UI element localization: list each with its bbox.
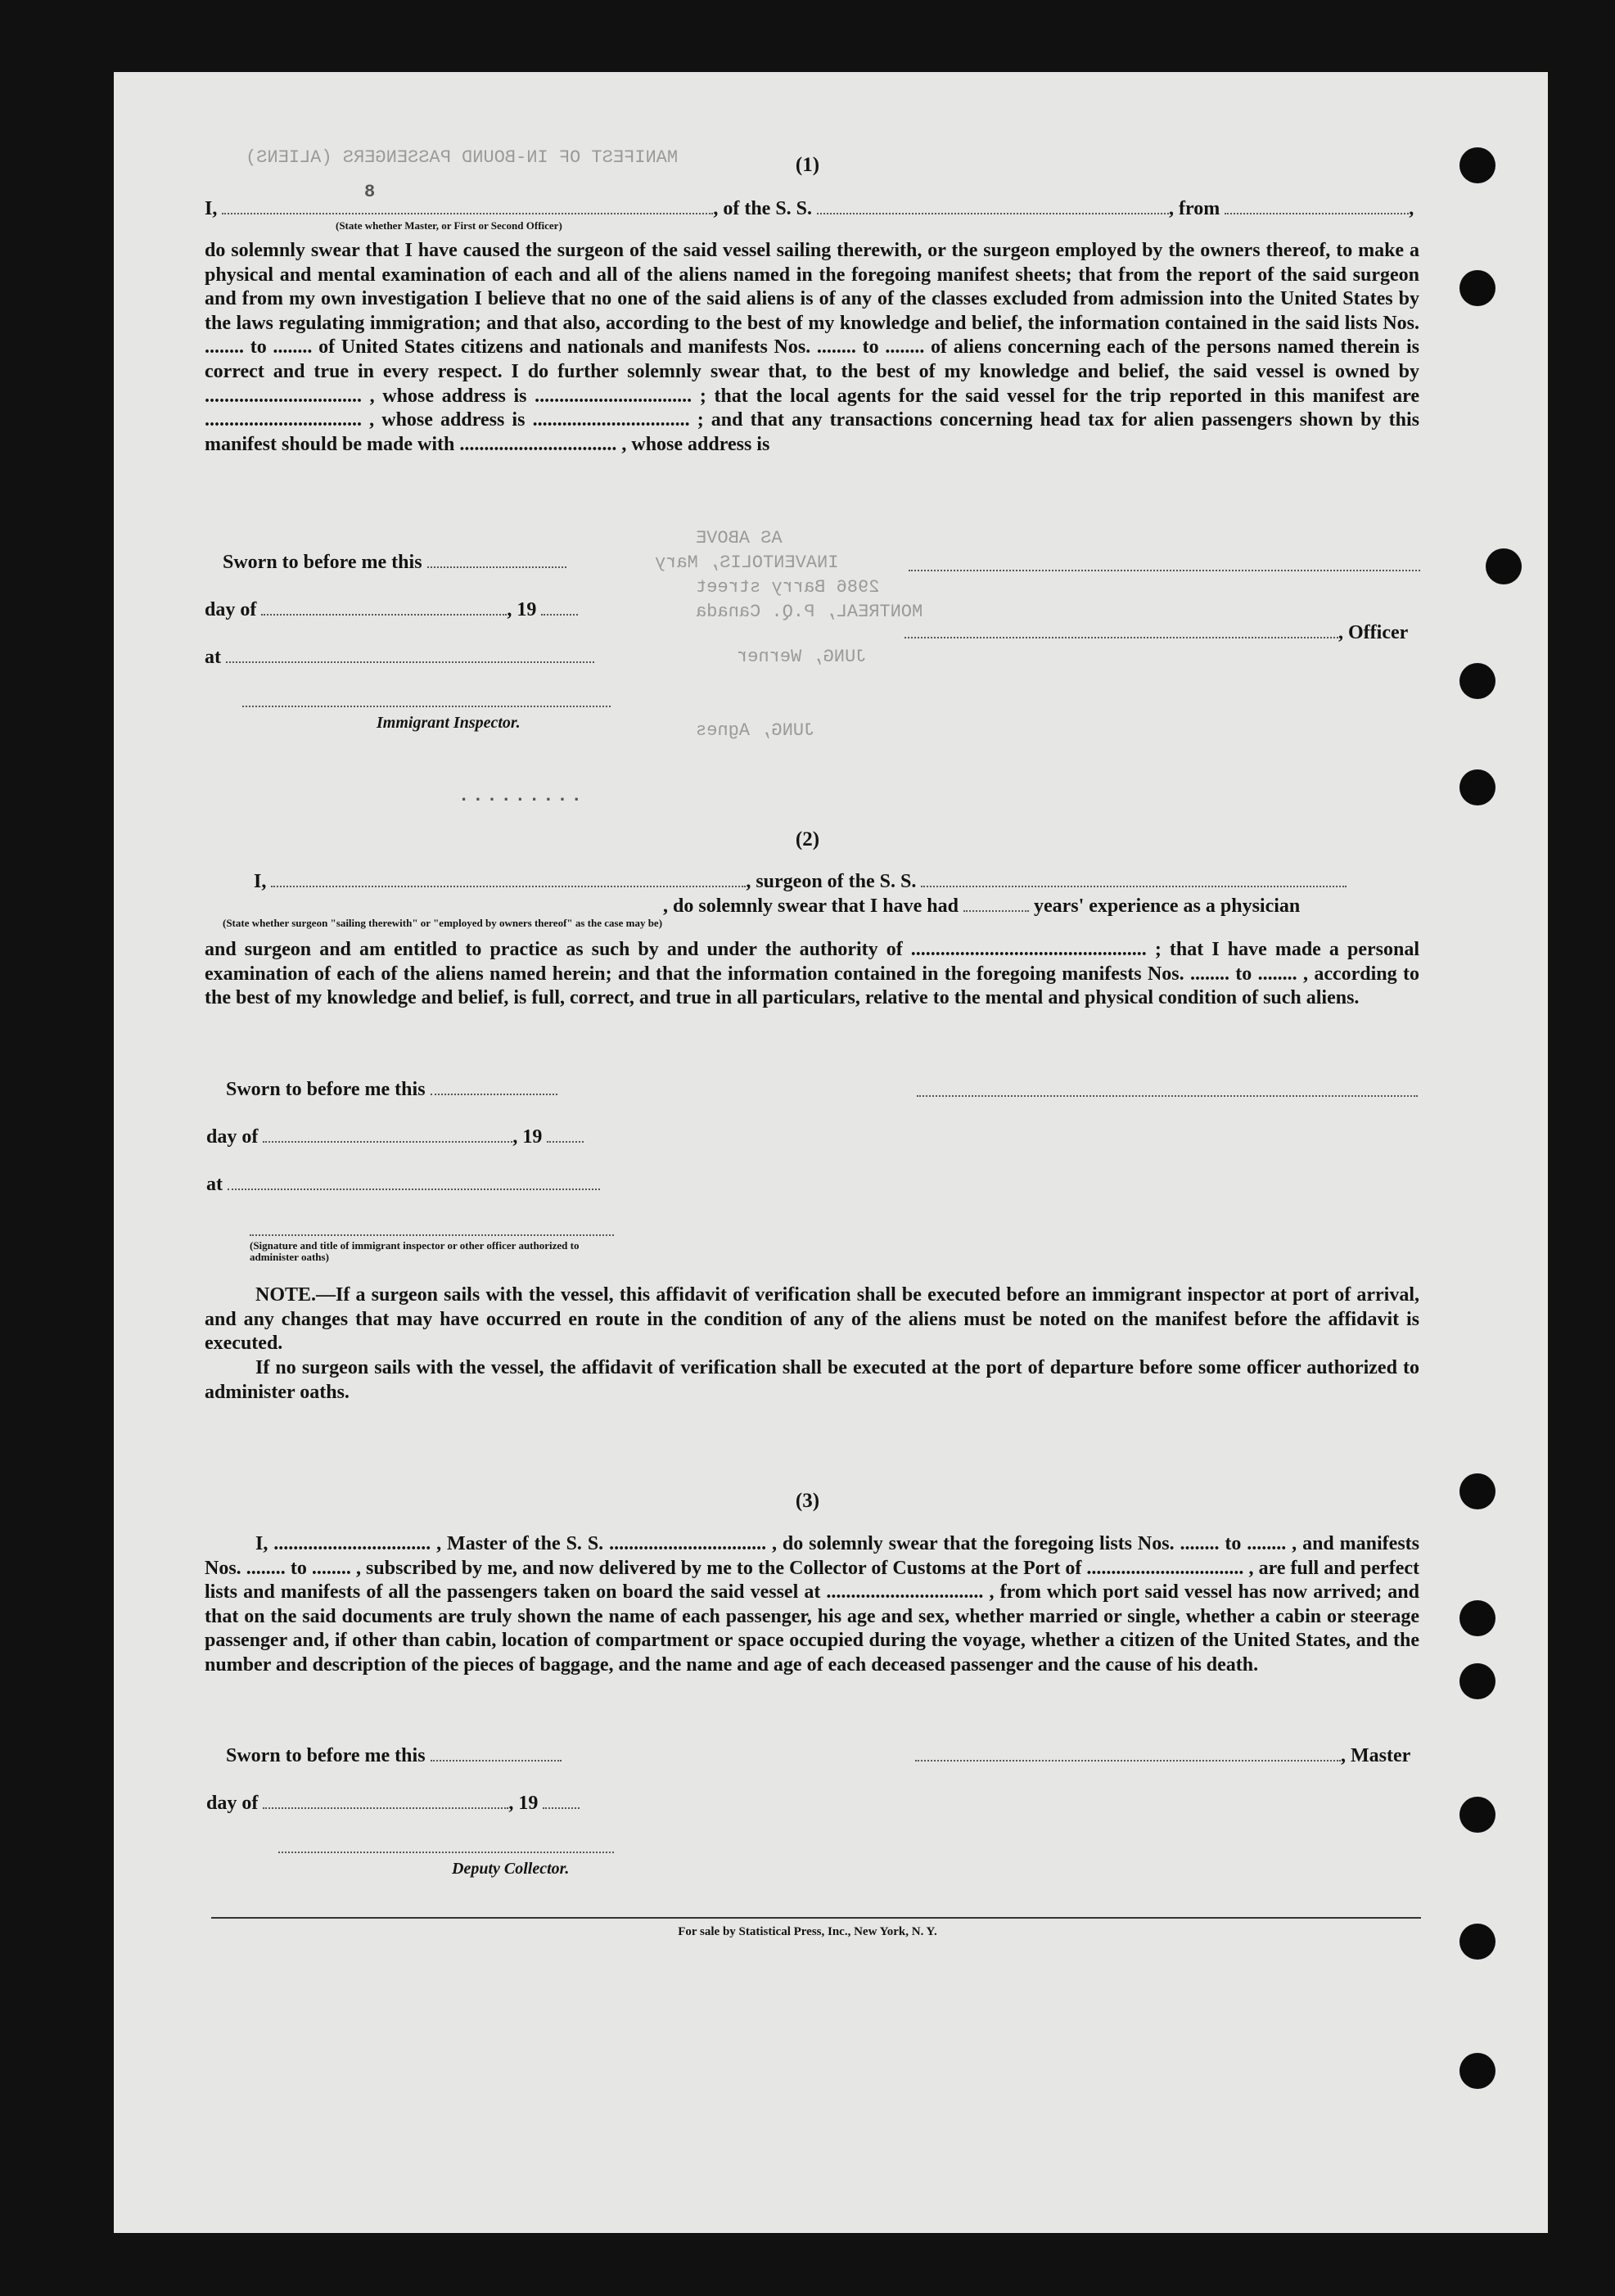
label-surgeon-of: , surgeon of the S. S. (746, 871, 917, 892)
sworn-label: Sworn to before me this (226, 1079, 426, 1100)
sworn-date-field[interactable] (431, 1077, 557, 1095)
sworn-line-2 (226, 1077, 557, 1102)
at-field[interactable] (226, 645, 594, 663)
day-line-1 (205, 598, 578, 622)
note-paragraph-1: NOTE.—If a surgeon sails with the vessel, this affidavit of verification shall be executed before an immigrant inspector at port of arrival, and any changes that may have occurred en route in the condition of any of the aliens must be noted on the manifest before the affidavit is executed. (205, 1284, 1419, 1355)
vessel-name-field[interactable] (817, 196, 1169, 214)
note-paragraph-2: If no surgeon sails with the vessel, the affidavit of verification shall be executed at the port of departure before some officer authorized to administer oaths. (205, 1357, 1419, 1403)
from-port-field[interactable] (1225, 196, 1409, 214)
sworn-line-3 (226, 1743, 562, 1768)
surgeon-signature-line[interactable] (917, 1095, 1418, 1097)
label-from: , from (1169, 198, 1220, 219)
section-1-body: do solemnly swear that I have caused the surgeon of the said vessel sailing therewith, or the surgeon employed by the owners thereof, to make a physical and mental examination of each and all of the aliens named in the foregoing manifest sheets; that from the report of the said surgeon and from my own investigation I believe that no one of the said aliens is of any of the classes excluded from admission into the United States by the laws regulating immigration; and that also, according to the best of my knowledge and belief, the information contained in the said lists Nos. ........ to ........ of United States citizens and nationals and manifests Nos. ........ to ........ of aliens concerning each of the persons named therein is correct and true in every respect. I do further solemnly swear that, to the best of my knowledge and belief, the said vessel is owned by ................................ , whose address is ................................ ; that the local agents for the said vessel for the trip reported in this manifest are ................................ , whose address is ................................ ; and that any transactions concerning head tax for alien passengers shown by this manifest should be made with ................................ , whose address is (205, 240, 1419, 455)
section-1-line-i: I, , of the S. S. , from , (205, 198, 1414, 219)
typed-date: 8 (364, 182, 376, 202)
section-3-heading: (3) (795, 1490, 820, 1512)
officer-label: , Officer (1338, 622, 1409, 643)
deputy-caption: Deputy Collector. (452, 1860, 570, 1878)
printer-footer: For sale by Statistical Press, Inc., New York, N. Y. (678, 1925, 937, 1938)
label-of-ss: , of the S. S. (713, 198, 813, 219)
sworn-line-1 (223, 550, 566, 575)
bleed-through-text: INAVENTOLIS, Mary (655, 553, 839, 573)
day-of-label: day of (206, 1793, 259, 1814)
section-2-line-swear (663, 894, 1300, 918)
year-field[interactable] (543, 1791, 580, 1809)
master-signature-field[interactable] (915, 1743, 1341, 1761)
master-line (915, 1743, 1410, 1768)
sworn-label: Sworn to before me this (226, 1745, 426, 1766)
sworn-label: Sworn to before me this (223, 552, 422, 573)
footer-rule (211, 1917, 1421, 1919)
punch-hole (1459, 1600, 1495, 1636)
officer-name-field[interactable] (222, 196, 713, 214)
surgeon-name-field[interactable] (271, 869, 746, 887)
bleed-through-text: JUNG, Werner (737, 647, 867, 667)
at-label: at (205, 647, 221, 668)
punch-hole (1459, 1797, 1495, 1833)
inspector-signature-line[interactable] (242, 706, 611, 707)
day-field[interactable] (263, 1791, 508, 1809)
punch-hole (1459, 2053, 1495, 2089)
at-line-2 (206, 1172, 600, 1197)
punch-hole (1459, 663, 1495, 699)
year-field[interactable] (547, 1125, 584, 1143)
label-i: I, (254, 871, 267, 892)
label-years: years' experience as a physician (1033, 895, 1301, 917)
surgeon-caption: (State whether surgeon "sailing therewith" or "employed by owners thereof" as the case may be) (223, 917, 663, 929)
punch-hole (1459, 270, 1495, 306)
section-3-body: I, ................................ , Master of the S. S. ................................ , do solemnly swear that the foregoing lists Nos. ........ to ........ , and manifests Nos. ........ to ........ , subscribed by me, and now delivered by me to the Collector of Customs at the Port of ................................ , are full and perfect lists and manifests of all the passengers taken on board the said vessel at ................................ , from which port said vessel has now arrived; and that on the said documents are truly shown the name of each passenger, his age and sex, whether married or single, whether a cabin or steerage passenger and, if other than cabin, location of compartment or space occupied during the voyage, whether a citizen of the United States, and the number and description of the pieces of baggage, and the name and age of each deceased passenger and the cause of his death. (205, 1533, 1419, 1676)
punch-hole (1459, 769, 1495, 805)
master-label: , Master (1341, 1745, 1411, 1766)
year-label: , 19 (507, 599, 537, 620)
at-field[interactable] (228, 1172, 600, 1190)
bleed-through-text: JUNG, Agnes (696, 720, 815, 741)
sworn-date-field[interactable] (427, 550, 566, 568)
rank-caption: (State whether Master, or First or Second Officer) (336, 219, 562, 232)
section-2-body: and surgeon and am entitled to practice as such by and under the authority of ................................................ ; that I have made a personal examination of each of the aliens named herein; and that the information contained in the foregoing manifests Nos. ........ to ........ , according to the best of my knowledge and belief, is full, correct, and true in all particulars, relative to the mental and physical condition of such aliens. (205, 939, 1419, 1009)
signature-caption: (Signature and title of immigrant inspector or other officer authorized to administer oaths) (250, 1239, 580, 1263)
vessel-name-field-2[interactable] (921, 869, 1347, 887)
day-line-2 (206, 1125, 584, 1149)
label-i: I, (205, 198, 218, 219)
typed-dots: ......... (458, 786, 585, 806)
at-label: at (206, 1174, 223, 1195)
year-label: , 19 (508, 1793, 539, 1814)
day-field[interactable] (263, 1125, 512, 1143)
punch-hole (1486, 548, 1522, 584)
officer-line-a[interactable] (909, 570, 1420, 571)
officer-signature-field[interactable] (904, 620, 1338, 638)
section-1-heading: (1) (795, 154, 820, 176)
section-2-heading: (2) (795, 828, 820, 850)
inspector-signature-line-2[interactable] (250, 1234, 614, 1236)
at-line-1 (205, 645, 594, 670)
bleed-through-text: AS ABOVE (696, 528, 783, 548)
day-of-label: day of (206, 1126, 259, 1148)
sworn-date-field[interactable] (431, 1743, 562, 1761)
punch-hole (1459, 1663, 1495, 1699)
years-field[interactable] (963, 894, 1029, 912)
deputy-signature-line[interactable] (278, 1852, 614, 1853)
bleed-through-text: MANIFEST OF IN-BOUND PASSENGERS (ALIENS) (246, 147, 679, 168)
year-field[interactable] (541, 598, 578, 616)
section-2-line-i (254, 869, 1347, 894)
day-line-3 (206, 1791, 580, 1816)
officer-line (904, 620, 1408, 645)
day-field[interactable] (261, 598, 507, 616)
year-label: , 19 (512, 1126, 543, 1148)
bleed-through-text: MONTREAL, P.Q. Canada (696, 602, 923, 622)
label-swear: , do solemnly swear that I have had (663, 895, 959, 917)
bleed-through-text: 2986 Barry street (696, 577, 880, 598)
day-of-label: day of (205, 599, 257, 620)
inspector-caption: Immigrant Inspector. (377, 714, 521, 732)
